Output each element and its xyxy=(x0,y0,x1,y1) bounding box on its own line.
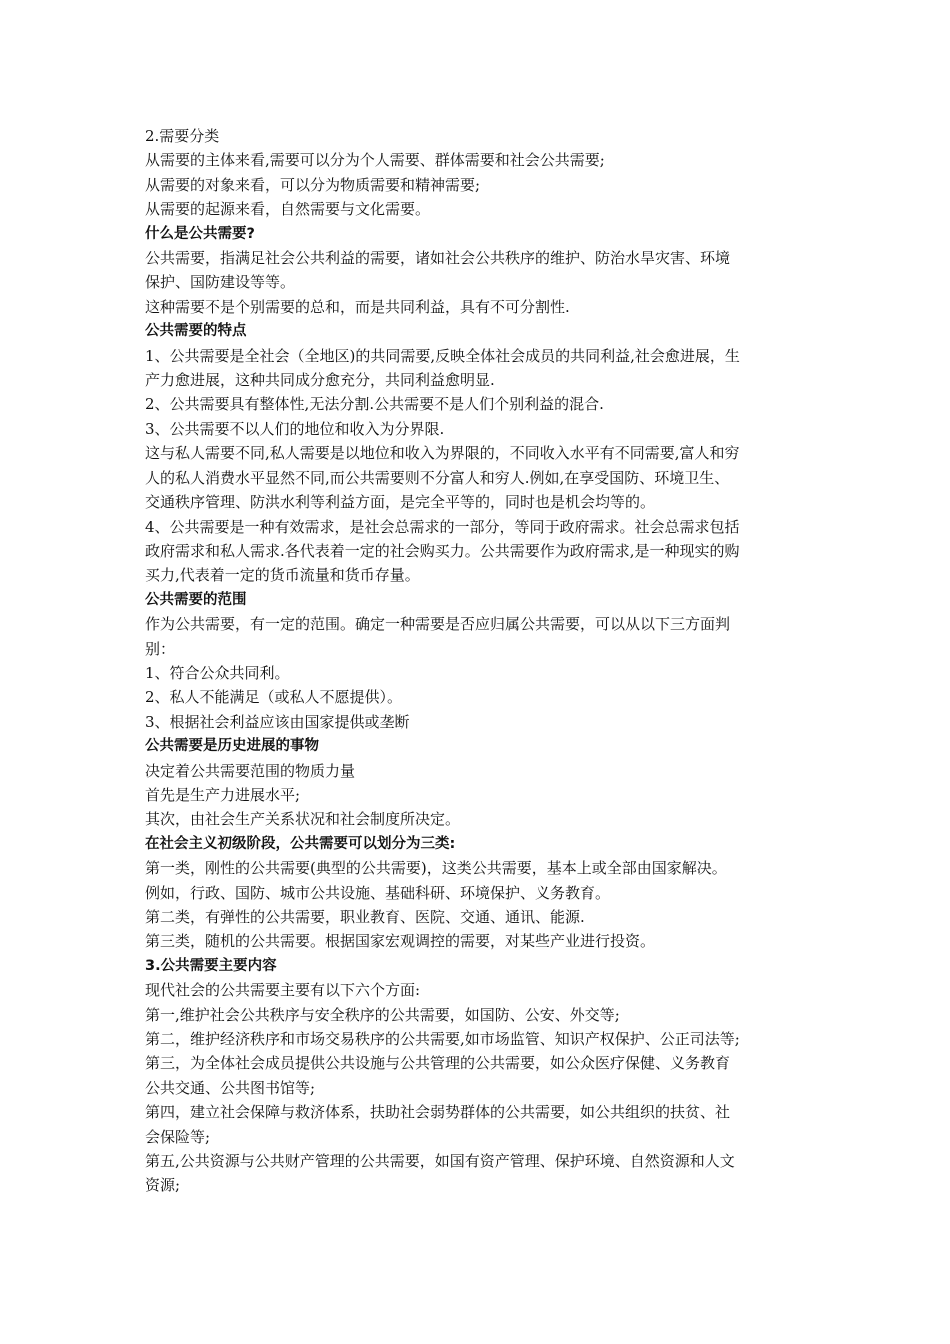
text-line: 作为公共需要，有一定的范围。确定一种需要是否应归属公共需要，可以从以下三方面判 xyxy=(145,615,731,634)
text-line: 会保险等; xyxy=(145,1127,211,1146)
text-line: 2、公共需要具有整体性,无法分割.公共需要不是人们个别利益的混合. xyxy=(145,395,604,414)
text-line: 第二类，有弹性的公共需要，职业教育、医院、交通、通讯、能源. xyxy=(145,908,585,926)
text-line: 人的私人消费水平显然不同,而公共需要则不分富人和穷人.例如,在享受国防、环境卫生、 xyxy=(145,468,730,487)
text-line: 首先是生产力进展水平; xyxy=(145,785,301,804)
text-line: 公共需要，指满足社会公共利益的需要，诸如社会公共秩序的维护、防治水旱灾害、环境 xyxy=(145,249,731,268)
text-line: 政府需求和私人需求.各代表着一定的社会购买力。公共需要作为政府需求,是一种现实的购 xyxy=(145,541,740,560)
text-line: 从需要的主体来看,需要可以分为个人需要、群体需要和社会公共需要; xyxy=(145,151,605,170)
text-line: 从需要的起源来看，自然需要与文化需要。 xyxy=(145,200,431,219)
text-line: 这与私人需要不同,私人需要是以地位和收入为界限的，不同收入水平有不同需要,富人和穷 xyxy=(145,444,740,463)
text-line: 1、符合公众共同利。 xyxy=(145,663,290,682)
text-line: 第一,维护社会公共秩序与安全秩序的公共需要，如国防、公安、外交等; xyxy=(145,1005,620,1024)
text-line: 交通秩序管理、防洪水利等利益方面，是完全平等的，同时也是机会均等的。 xyxy=(145,493,656,512)
text-line: 资源; xyxy=(145,1176,181,1195)
text-line: 3、公共需要不以人们的地位和收入为分界限. xyxy=(145,419,445,438)
text-line: 别： xyxy=(145,639,176,658)
text-line: 第三类，随机的公共需要。根据国家宏观调控的需要，对某些产业进行投资。 xyxy=(145,932,656,951)
text-line: 现代社会的公共需要主要有以下六个方面: xyxy=(145,981,421,1000)
text-line: 第一类，刚性的公共需要(典型的公共需要)，这类公共需要，基本上或全部由国家解决。 xyxy=(145,859,727,878)
text-line: 2.需要分类 xyxy=(145,127,220,145)
text-line: 产力愈进展，这种共同成分愈充分，共同利益愈明显. xyxy=(145,371,495,390)
text-line: 保护、国防建设等等。 xyxy=(145,273,296,292)
section-heading: 在社会主义初级阶段，公共需要可以划分为三类: xyxy=(145,835,456,852)
text-line: 这种需要不是个别需要的总和，而是共同利益，具有不可分割性. xyxy=(145,297,570,316)
text-line: 从需要的对象来看，可以分为物质需要和精神需要; xyxy=(145,175,481,194)
text-line: 例如，行政、国防、城市公共设施、基础科研、环境保护、义务教育。 xyxy=(145,883,611,902)
text-line: 2、私人不能满足（或私人不愿提供）。 xyxy=(145,688,403,707)
text-line: 第二，维护经济秩序和市场交易秩序的公共需要,如市场监管、知识产权保护、公正司法等; xyxy=(145,1030,740,1049)
text-line: 4、公共需要是一种有效需求，是社会总需求的一部分，等同于政府需求。社会总需求包括 xyxy=(145,517,740,536)
text-line: 第四，建立社会保障与救济体系，扶助社会弱势群体的公共需要，如公共组织的扶贫、社 xyxy=(145,1103,731,1122)
section-heading: 公共需要的特点 xyxy=(145,323,247,340)
text-line: 公共交通、公共图书馆等; xyxy=(145,1078,316,1097)
text-line: 第三，为全体社会成员提供公共设施与公共管理的公共需要，如公众医疗保健、义务教育 xyxy=(145,1054,731,1073)
section-heading: 什么是公共需要? xyxy=(145,225,255,242)
text-line: 其次，由社会生产关系状况和社会制度所决定。 xyxy=(145,810,461,829)
text-line: 1、公共需要是全社会（全地区)的共同需要,反映全体社会成员的共同利益,社会愈进展，生 xyxy=(145,346,740,365)
text-line: 决定着公共需要范围的物质力量 xyxy=(145,761,356,780)
section-heading: 3.公共需要主要内容 xyxy=(145,957,277,974)
document-body xyxy=(145,124,810,1198)
text-line: 第五,公共资源与公共财产管理的公共需要，如国有资产管理、保护环境、自然资源和人文 xyxy=(145,1152,735,1171)
text-line: 买力,代表着一定的货币流量和货币存量。 xyxy=(145,566,420,585)
section-heading: 公共需要是历史进展的事物 xyxy=(145,738,319,755)
text-line: 3、根据社会利益应该由国家提供或垄断 xyxy=(145,712,410,731)
section-heading: 公共需要的范围 xyxy=(145,591,247,608)
